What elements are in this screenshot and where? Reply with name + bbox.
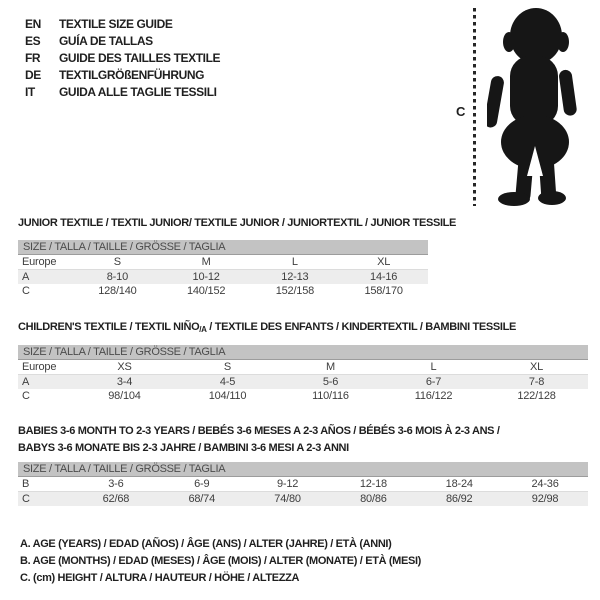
size-value-cell: 9-12 [245,476,331,491]
language-row-en [25,16,220,33]
size-value-cell: M [279,359,382,374]
size-value-cell: L [382,359,485,374]
table-header-row [18,462,588,476]
size-value-cell: S [73,254,162,269]
size-value-cell: 4-5 [176,374,279,389]
table-header-row [18,240,428,254]
babies-size-table [18,462,588,506]
size-value-cell: 86/92 [416,491,502,506]
children-title-text: / TEXTILE DES ENFANTS / KINDERTEXTIL / BAMBINI TESSILE [206,321,516,333]
size-value-cell: 68/74 [159,491,245,506]
size-value-cell: 14-16 [339,269,428,284]
size-value-cell: 6-9 [159,476,245,491]
language-row-es [25,33,220,50]
legend-line-c: C. (cm) HEIGHT / ALTURA / HAUTEUR / HÖHE / ALTEZZA [20,572,300,584]
size-value-cell: 92/98 [502,491,588,506]
table-row-age [18,374,588,389]
language-row-fr [25,50,220,67]
table-row-height [18,389,588,403]
legend-line-a: A. AGE (YEARS) / EDAD (AÑOS) / ÂGE (ANS) / ALTER (JAHRE) / ETÀ (ANNI) [20,538,392,550]
children-section-title [18,320,516,337]
babies-section-title [18,423,500,456]
size-value-cell: L [251,254,340,269]
size-value-cell: 6-7 [382,374,485,389]
size-value-cell: 140/152 [186,284,226,297]
size-value-cell: 3-6 [73,476,159,491]
row-label-cell: B [18,476,73,491]
junior-section-title: JUNIOR TEXTILE / TEXTIL JUNIOR/ TEXTILE JUNIOR / JUNIORTEXTIL / JUNIOR TESSILE [18,217,457,229]
language-code: DE [25,68,41,82]
size-value-cell: XL [485,359,588,374]
babies-title-line2: BABYS 3-6 MONATE BIS 2-3 JAHRE / BAMBINI 3-6 MESI A 2-3 ANNI [18,441,349,454]
babies-title-line1: BABIES 3-6 MONTH TO 2-3 YEARS / BEBÉS 3-6 MESES A 2-3 AÑOS / BÉBÉS 3-6 MOIS À 2-3 ANS / [18,425,500,437]
children-title-text: CHILDREN'S TEXTILE / TEXTIL NIÑO [18,321,200,333]
size-value-cell: 122/128 [517,389,556,402]
language-label: GUIDA ALLE TAGLIE TESSILI [59,85,217,99]
row-label-cell: Europe [18,254,73,269]
size-value-cell: 12-13 [251,269,340,284]
language-label: TEXTILGRÖßENFÜHRUNG [59,68,205,82]
children-title-subscript: /A [199,325,207,334]
size-value-cell: 18-24 [416,476,502,491]
language-label: TEXTILE SIZE GUIDE [59,17,173,31]
size-value-cell: 10-12 [162,269,251,284]
table-row-height [18,491,588,506]
baby-silhouette-icon [487,6,581,208]
size-value-cell: 62/68 [73,491,159,506]
size-value-cell: 12-18 [330,476,416,491]
size-value-cell: XS [73,359,176,374]
height-measure-label: C [456,104,466,119]
size-header-bar: SIZE / TALLA / TAILLE / GRÖSSE / TAGLIA [18,345,588,359]
language-list [25,16,220,101]
size-header-bar: SIZE / TALLA / TAILLE / GRÖSSE / TAGLIA [18,462,588,476]
language-label: GUIDE DES TAILLES TEXTILE [59,51,221,65]
legend-line-b: B. AGE (MONTHS) / EDAD (MESES) / ÂGE (MOIS) / ALTER (MONATE) / ETÀ (MESI) [20,555,421,567]
size-value-cell: M [162,254,251,269]
size-value-cell: 110/116 [312,389,349,402]
language-row-de [25,67,220,84]
table-row-height [18,284,428,298]
language-code: FR [25,51,41,65]
row-label-cell: A [18,269,73,284]
row-label-cell: Europe [18,359,73,374]
table-row-age-months [18,476,588,491]
row-label-cell: A [18,374,73,389]
size-header-bar: SIZE / TALLA / TAILLE / GRÖSSE / TAGLIA [18,240,428,254]
size-value-cell: 98/104 [108,389,141,402]
size-value-cell: 158/170 [364,284,403,297]
size-value-cell: 5-6 [279,374,382,389]
language-label: GUÍA DE TALLAS [59,34,153,48]
size-value-cell: S [176,359,279,374]
children-size-table [18,345,588,403]
row-label-cell: C [18,491,73,506]
height-measure-line [472,8,477,206]
row-label-cell: C [22,389,30,402]
junior-size-table [18,240,428,298]
size-value-cell: XL [339,254,428,269]
language-code: EN [25,17,41,31]
size-value-cell: 24-36 [502,476,588,491]
table-row-age [18,269,428,284]
size-value-cell: 8-10 [73,269,162,284]
size-value-cell: 128/140 [98,284,137,297]
size-value-cell: 104/110 [208,389,247,402]
language-row-it [25,84,220,101]
size-value-cell: 7-8 [485,374,588,389]
size-value-cell: 80/86 [330,491,416,506]
size-value-cell: 152/158 [275,284,315,297]
size-value-cell: 116/122 [414,389,453,402]
size-value-cell: 74/80 [245,491,331,506]
table-header-row [18,345,588,359]
language-code: ES [25,34,41,48]
measurement-legend [20,536,421,587]
row-label-cell: C [22,284,30,297]
size-value-cell: 3-4 [73,374,176,389]
language-code: IT [25,85,35,99]
table-row-europe [18,359,588,374]
table-row-europe [18,254,428,269]
